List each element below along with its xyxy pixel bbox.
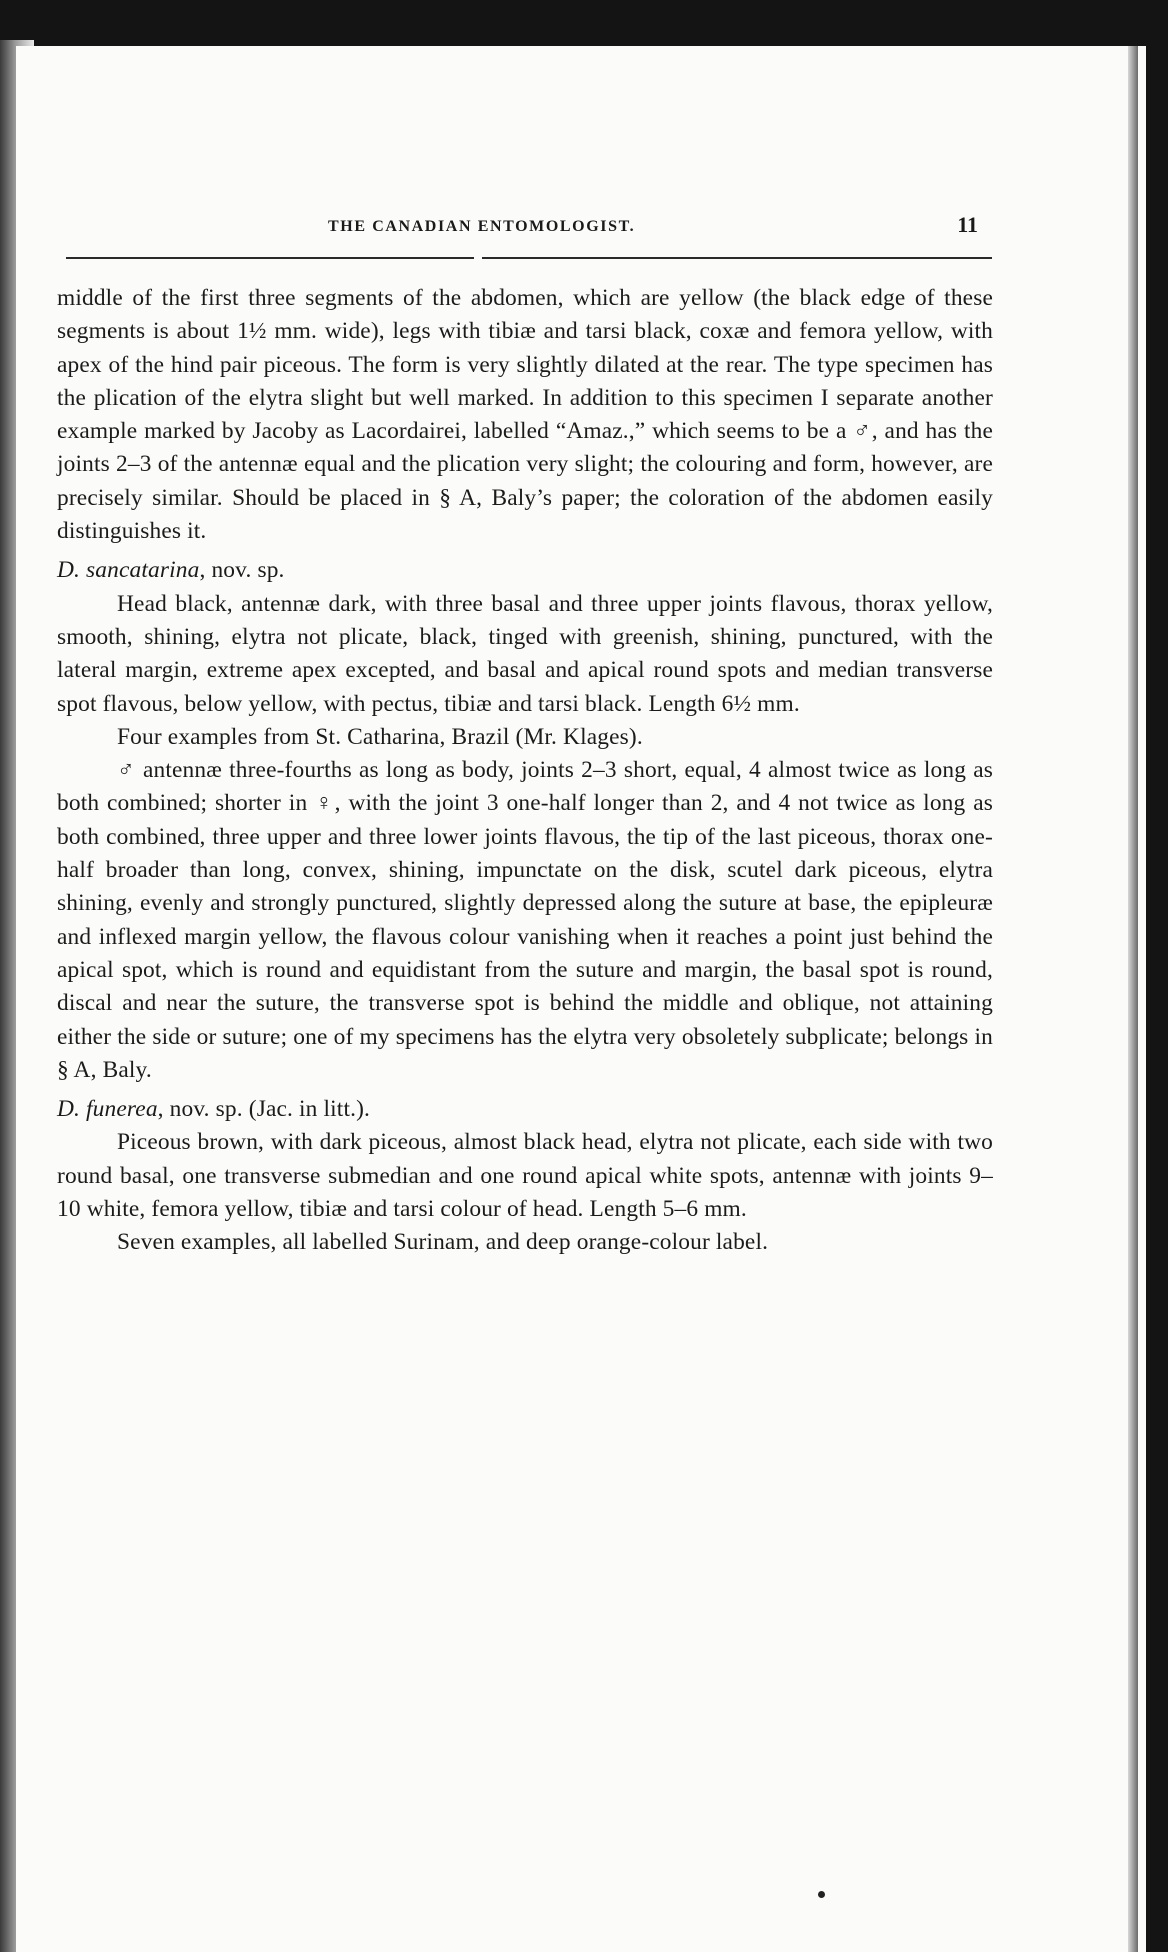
- species-heading-funerea: [57, 1093, 993, 1126]
- paragraph-continuation: middle of the first three segments of the abdomen, which are yellow (the black edge of these segments is about 1½ mm. wide), legs with tibiæ and tarsi black, coxæ and femora yellow, with apex of the hind pair piceous. The form is very slightly dilated at the rear. The type specimen has the plication of the elytra slight but well marked. In addition to this specimen I separate another example marked by Jacoby as Lacordairei, labelled “Amaz.,” which seems to be a ♂, and has the joints 2–3 of the antennæ equal and the plication very slight; the colouring and form, however, are precisely similar. Should be placed in § A, Baly’s paper; the coloration of the abdomen easily distinguishes it.: [57, 285, 993, 545]
- paragraph-description: Piceous brown, with dark piceous, almost black head, elytra not plicate, each side with two round basal, one transverse submedian and one round apical white spots, antennæ with joints 9–10 white, femora yellow, tibiæ and tarsi colour of head. Length 5–6 mm.: [57, 1129, 993, 1223]
- species-name: D. funerea: [57, 1096, 158, 1123]
- species-name: D. sancatarina: [57, 557, 200, 584]
- species-suffix: , nov. sp. (Jac. in litt.).: [157, 1096, 371, 1123]
- paragraph-locality: Four examples from St. Catharina, Brazil (Mr. Klages).: [117, 723, 643, 750]
- journal-title: THE CANADIAN ENTOMOLOGIST.: [328, 218, 636, 235]
- header-rule-right: [482, 257, 992, 259]
- paragraph-description: Head black, antennæ dark, with three basal and three upper joints flavous, thorax yellow, smooth, shining, elytra not plicate, black, tinged with greenish, shining, punctured, with the lateral margin, extreme apex excepted, and basal and apical round spots and median transverse spot flavous, below yellow, with pectus, tibiæ and tarsi black. Length 6½ mm.: [57, 590, 993, 717]
- paragraph-locality: Seven examples, all labelled Surinam, and deep orange-colour label.: [117, 1229, 769, 1256]
- species-suffix: , nov. sp.: [199, 557, 285, 584]
- page-number: 11: [957, 212, 978, 237]
- species-heading-sancatarina: [57, 554, 993, 587]
- print-dot: [818, 1891, 825, 1898]
- running-header: [60, 212, 1000, 254]
- paragraph-male-description: ♂ antennæ three-fourths as long as body, joints 2–3 short, equal, 4 almost twice as long as both combined; shorter in ♀, with the joint 3 one-half longer than 2, and 4 not twice as long as both combined, three upper and three lower joints flavous, the tip of the last piceous, thorax one-half broader than long, convex, shining, impunctate on the disk, scutel dark piceous, elytra shining, evenly and strongly punctured, slightly depressed along the suture at base, the epipleuræ and inflexed margin yellow, the flavous colour vanishing when it reaches a point just behind the apical spot, which is round and equidistant from the suture and margin, the basal spot is round, discal and near the suture, the transverse spot is behind the middle and oblique, not attaining either the side or suture; one of my specimens has the elytra very obsoletely subplicate; belongs in § A, Baly.: [57, 757, 993, 1083]
- header-rule-left: [66, 257, 474, 259]
- body-text: [57, 282, 993, 1260]
- page-shadow: [1128, 46, 1138, 1952]
